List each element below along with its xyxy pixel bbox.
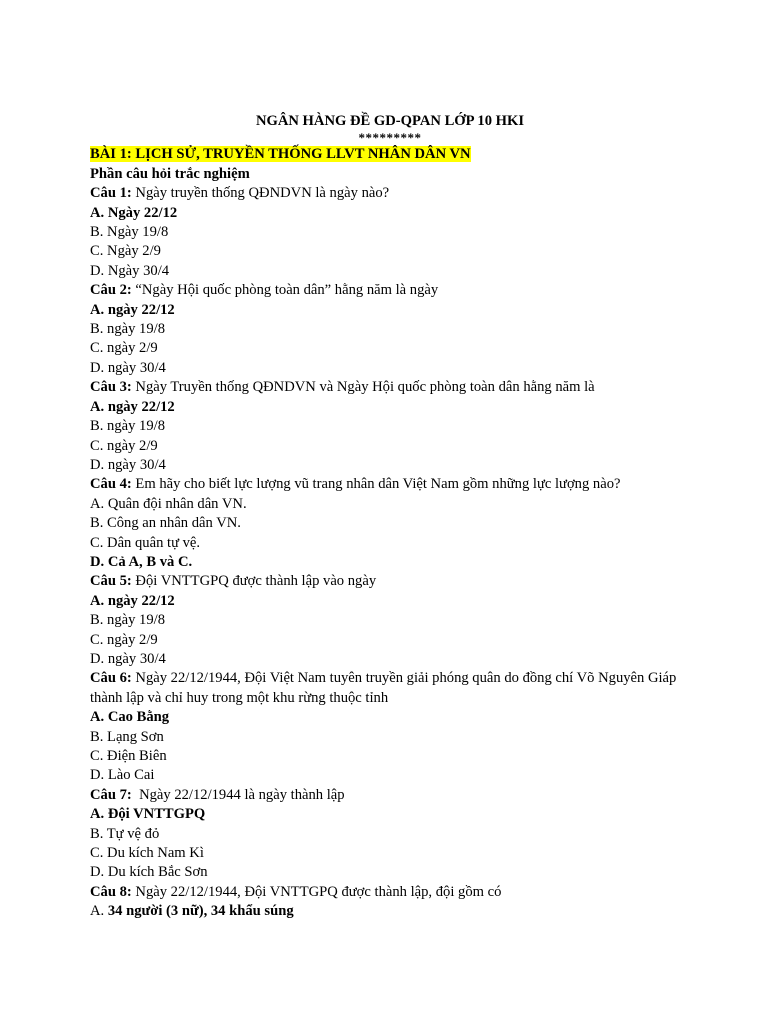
question-1 <box>90 184 690 203</box>
question-text: Ngày truyền thống QĐNDVN là ngày nào? <box>131 185 390 202</box>
question-text: Em hãy cho biết lực lượng vũ trang nhân dân Việt Nam gồm những lực lượng nào? <box>131 476 621 493</box>
option-6a: A. Cao Bằng <box>90 709 170 726</box>
option-2d: D. ngày 30/4 <box>90 359 166 376</box>
option-3b: B. ngày 19/8 <box>90 418 165 435</box>
option-answer-text: 34 người (3 nữ), 34 khẩu súng <box>107 903 294 920</box>
question-label: Câu 8: <box>90 883 132 900</box>
question-label: Câu 7: <box>90 786 132 803</box>
document-title: NGÂN HÀNG ĐỀ GD-QPAN LỚP 10 HKI <box>255 113 525 129</box>
question-4 <box>90 475 690 494</box>
option-7a: A. Đội VNTTGPQ <box>90 806 206 823</box>
option-1b: B. Ngày 19/8 <box>90 224 169 241</box>
option-6d: D. Lào Cai <box>90 767 155 784</box>
option-7c: C. Du kích Nam Kì <box>90 845 204 862</box>
question-2 <box>90 281 690 300</box>
option-2c: C. ngày 2/9 <box>90 340 158 357</box>
question-text: “Ngày Hội quốc phòng toàn dân” hằng năm là ngày <box>131 282 439 299</box>
question-5 <box>90 572 690 591</box>
question-text: Đội VNTTGPQ được thành lập vào ngày <box>131 573 377 590</box>
option-5c: C. ngày 2/9 <box>90 631 158 648</box>
question-6 <box>90 669 690 708</box>
option-prefix: A. <box>90 903 108 920</box>
question-8 <box>90 883 690 902</box>
question-label: Câu 6: <box>90 670 132 687</box>
option-1d: D. Ngày 30/4 <box>90 262 170 279</box>
question-text: Ngày 22/12/1944 là ngày thành lập <box>131 786 345 803</box>
question-label: Câu 5: <box>90 573 132 590</box>
option-4d: D. Cả A, B và C. <box>90 553 193 570</box>
document-content <box>90 112 690 922</box>
question-label: Câu 4: <box>90 476 132 493</box>
section-heading: Phần câu hỏi trắc nghiệm <box>90 165 250 182</box>
option-3a: A. ngày 22/12 <box>90 398 175 415</box>
option-3d: D. ngày 30/4 <box>90 456 166 473</box>
option-7d: D. Du kích Bắc Sơn <box>90 864 208 881</box>
question-label: Câu 3: <box>90 379 132 396</box>
question-text: Ngày Truyền thống QĐNDVN và Ngày Hội quốc phòng toàn dân hằng năm là <box>131 379 595 396</box>
option-2a: A. ngày 22/12 <box>90 301 175 318</box>
question-text: Ngày 22/12/1944, Đội VNTTGPQ được thành lập, đội gồm có <box>131 883 502 900</box>
option-6c: C. Điện Biên <box>90 748 167 764</box>
option-6b: B. Lạng Sơn <box>90 728 164 745</box>
option-3c: C. ngày 2/9 <box>90 437 158 454</box>
lesson-heading-text: BÀI 1: LỊCH SỬ, TRUYỀN THỐNG LLVT NHÂN DÂN VN <box>90 146 471 163</box>
question-text: Ngày 22/12/1944, Đội Việt Nam tuyên truyền giải phóng quân do đồng chí Võ Nguyên Giáp thành lập và chỉ huy trong một khu rừng thuộc tỉnh <box>90 670 677 706</box>
option-1c: C. Ngày 2/9 <box>90 243 161 260</box>
option-4b: B. Công an nhân dân VN. <box>90 515 241 532</box>
option-7b: B. Tự vệ đỏ <box>90 825 160 842</box>
question-label: Câu 2: <box>90 282 132 299</box>
lesson-heading <box>90 145 690 164</box>
option-8a <box>90 902 690 921</box>
option-5d: D. ngày 30/4 <box>90 650 166 667</box>
option-4c: C. Dân quân tự vệ. <box>90 534 201 551</box>
title-separator: ********* <box>358 130 422 146</box>
question-7 <box>90 786 690 805</box>
question-3 <box>90 378 690 397</box>
question-label: Câu 1: <box>90 185 132 202</box>
option-4a: A. Quân đội nhân dân VN. <box>90 495 247 512</box>
option-5b: B. ngày 19/8 <box>90 612 165 629</box>
option-2b: B. ngày 19/8 <box>90 321 165 338</box>
option-1a: A. Ngày 22/12 <box>90 204 178 221</box>
option-5a: A. ngày 22/12 <box>90 592 175 609</box>
